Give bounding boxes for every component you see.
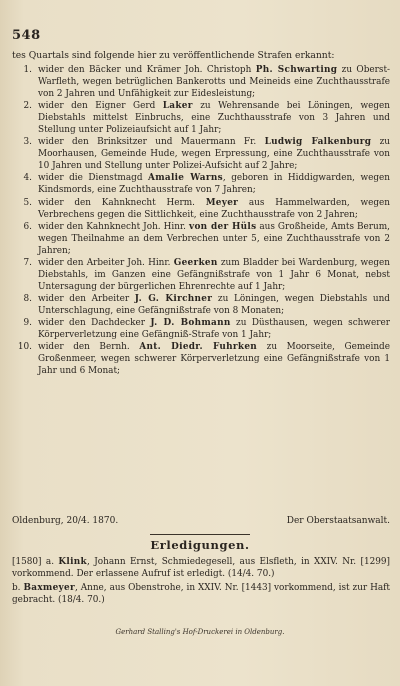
errata-list <box>12 556 390 608</box>
sentence-item <box>12 317 390 341</box>
item-text <box>38 172 390 196</box>
item-text-post: zu Düsthausen, wegen schwerer Körperverletzung eine Gefängniß-Strafe von 1 Jahr; <box>38 317 390 341</box>
item-person-name: Amalie Warns <box>148 173 223 184</box>
item-text-post: , geboren in Hiddigwarden, wegen Kindsmords, eine Zuchthausstrafe von 7 Jahren; <box>38 173 390 196</box>
item-text-post: zu Moorseite, Gemeinde Großenmeer, wegen schwerer Körperverletzung eine Gefängnißstrafe von 1 Jahr und 6 Monat; <box>38 342 390 377</box>
item-text <box>38 257 390 293</box>
sentence-list <box>12 64 390 377</box>
item-text-post: zum Bladder bei Wardenburg, wegen Diebstahls, im Ganzen eine Gefängnißstrafe von 1 Jahr 6 Monat, nebst Untersagung der bürgerlichen Ehrenrechte auf 1 Jahr; <box>38 257 390 292</box>
sentence-item <box>12 257 390 293</box>
item-person-name: J. D. Bohmann <box>150 317 231 328</box>
sentence-item <box>12 341 390 377</box>
errata-item <box>12 556 390 580</box>
sentence-item <box>12 293 390 317</box>
item-text-pre: wider den Eigner Gerd <box>38 101 163 112</box>
item-number: 4. <box>23 173 32 184</box>
item-text-pre: wider den Arbeiter Joh. Hinr. <box>38 257 174 268</box>
item-text-pre: wider die Dienstmagd <box>38 173 149 184</box>
item-text-post: zu Oberst-Warfleth, wegen betrüglichen Bankerotts und Meineids eine Zuchthausstrafe von 2 Jahren und Unfähigkeit zur Eidesleistung; <box>38 65 391 100</box>
errata-item <box>12 582 390 606</box>
item-text-pre: wider den Bäcker und Krämer Joh. Christoph <box>38 65 256 75</box>
errata-name: Baxmeyer <box>23 583 75 594</box>
section-divider <box>150 534 250 535</box>
item-text-pre: wider den Kahnknecht Herm. <box>38 197 206 208</box>
item-person-name: Ant. Diedr. Fuhrken <box>139 342 258 353</box>
item-person-name: Geerken <box>173 257 218 268</box>
errata-post: , Anne, aus Obenstrohe, in XXIV. Nr. [1443] vorkommend, ist zur Haft gebracht. (18/4. 70.) <box>12 583 390 606</box>
item-number: 7. <box>23 257 32 268</box>
item-person-name: Laker <box>162 101 193 112</box>
item-number: 8. <box>23 293 32 304</box>
item-person-name: Meyer <box>205 197 239 208</box>
item-text <box>38 197 390 221</box>
errata-post: , Johann Ernst, Schmiedegesell, aus Elsfleth, in XXIV. Nr. [1299] vorkommend. Der erlassene Aufruf ist erledigt. (14/4. 70.) <box>12 557 390 580</box>
item-number: 10. <box>17 342 32 353</box>
errata-pre: [1580] a. <box>12 557 59 567</box>
item-text <box>38 341 390 377</box>
item-text-pre: wider den Dachdecker <box>38 317 151 328</box>
item-number: 1. <box>23 65 32 75</box>
signoff-place-date: Oldenburg, 20/4. 1870. <box>12 516 119 526</box>
item-text-post: zu Löningen, wegen Diebstahls und Unterschlagung, eine Gefängnißstrafe von 8 Monaten; <box>38 293 390 316</box>
sentence-item <box>12 221 390 257</box>
errata-pre: b. <box>12 583 24 594</box>
item-text-pre: wider den Arbeiter <box>38 293 135 304</box>
item-number: 3. <box>23 137 32 148</box>
item-text <box>38 100 390 136</box>
item-number: 9. <box>23 317 32 328</box>
item-text-post: zu Wehrensande bei Löningen, wegen Diebstahls mittelst Einbruchs, eine Zuchthausstrafe von 3 Jahren und Stellung unter Polizeiaufsicht auf 1 Jahr; <box>38 101 390 136</box>
item-number: 2. <box>23 101 32 112</box>
item-person-name: von der Hüls <box>189 221 257 232</box>
item-person-name: Ph. Schwarting <box>255 65 338 75</box>
item-text <box>38 293 390 317</box>
printer-imprint: Gerhard Stalling's Hof-Druckerei in Oldenburg. <box>115 628 285 636</box>
item-text <box>38 317 390 341</box>
sentence-item <box>12 197 390 221</box>
item-person-name: Ludwig Falkenburg <box>264 137 372 148</box>
item-text-pre: wider den Kahnknecht Joh. Hinr. <box>38 221 189 232</box>
sentence-item <box>12 64 390 100</box>
item-text-pre: wider den Brinksitzer und Mauermann Fr. <box>38 137 265 148</box>
sentence-item <box>12 172 390 196</box>
page-number: 548 <box>12 28 41 43</box>
item-number: 6. <box>23 221 32 232</box>
item-text-pre: wider den Bernh. <box>38 342 140 353</box>
item-text-post: zu Moorhausen, Gemeinde Hude, wegen Erpressung, eine Zuchthausstrafe von 10 Jahren und Stellung unter Polizei-Aufsicht auf 2 Jahre; <box>38 137 391 172</box>
item-number: 5. <box>23 197 32 208</box>
section-heading: Erledigungen. <box>150 538 250 552</box>
signoff <box>12 516 390 526</box>
item-text <box>38 64 390 100</box>
errata-name: Klink <box>58 557 87 567</box>
item-text-post: aus Hammelwarden, wegen Verbrechens gegen die Sittlichkeit, eine Zuchthausstrafe von 2 Jahren; <box>38 197 391 220</box>
item-text <box>38 136 390 172</box>
signoff-authority: Der Oberstaatsanwalt. <box>286 516 390 526</box>
intro-line: tes Quartals sind folgende hier zu veröffentlichende Strafen erkannt: <box>12 50 335 61</box>
item-text-post: aus Großheide, Amts Berum, wegen Theilnahme an dem Verbrechen unter 5, eine Zuchthausstrafe von 2 Jahren; <box>38 221 390 256</box>
item-person-name: J. G. Kirchner <box>134 293 213 304</box>
sentence-item <box>12 100 390 136</box>
item-text <box>38 221 390 257</box>
sentence-item <box>12 136 390 172</box>
